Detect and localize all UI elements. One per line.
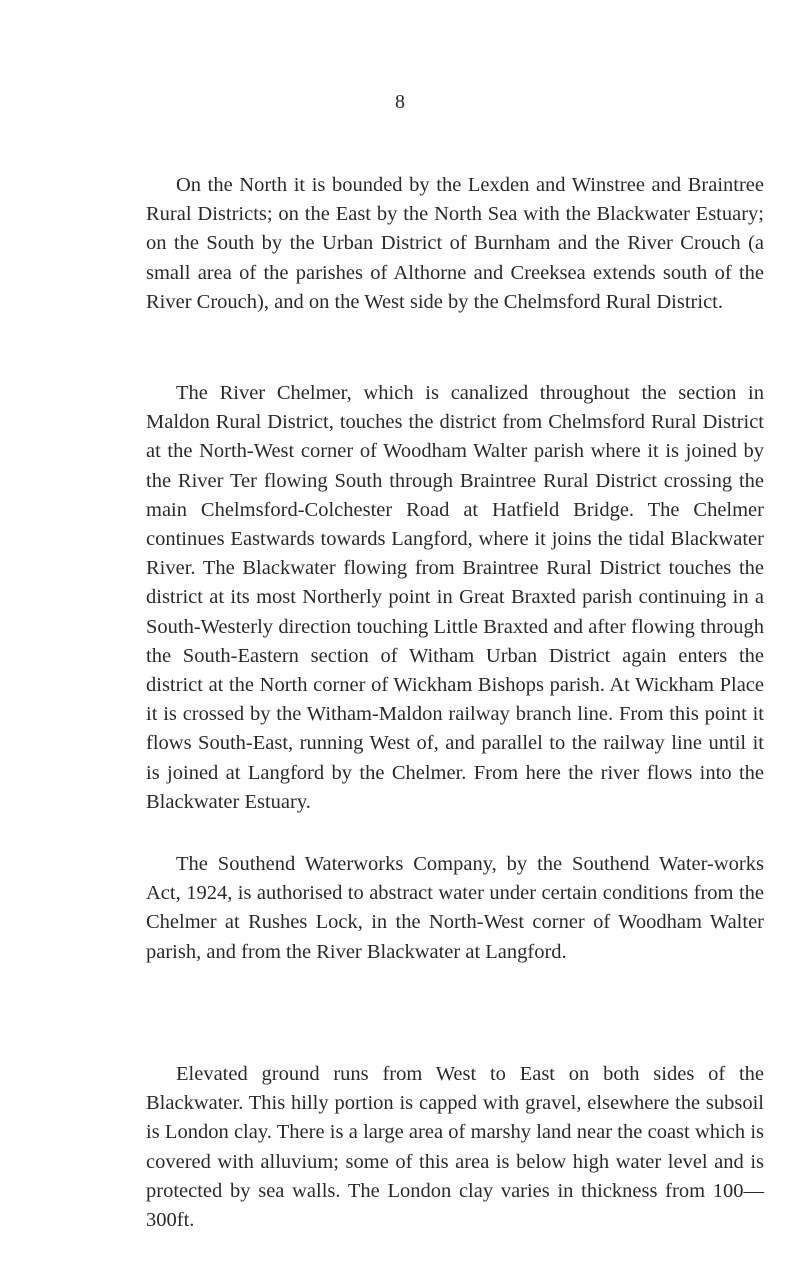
paragraph-waterworks: The Southend Waterworks Company, by the Southend Water-works Act, 1924, is authorised to abstract water under certain conditions from the Chelmer at Rushes Lock, in the North-West corner of Woodham Walter parish, and from the River Blackwater at Langford.: [146, 853, 764, 963]
paragraph-rivers: The River Chelmer, which is canalized throughout the section in Maldon Rural District, touches the district from Chelmsford Rural District at the North-West corner of Woodham Walter parish where it is joined by the River Ter flowing South through Braintree Rural District crossing the main Chelmsford-Colchester Road at Hatfield Bridge. The Chelmer continues Eastwards towards Langford, where it joins the tidal Blackwater River. The Blackwater flowing from Braintree Rural District touches the district at its most Northerly point in Great Braxted parish continuing in a South-Westerly direction touching Little Braxted and after flowing through the South-Eastern section of Witham Urban District again enters the district at the North corner of Wickham Bishops parish. At Wickham Place it is crossed by the Witham-Maldon railway branch line. From this point it flows South-East, running West of, and parallel to the railway line until it is joined at Langford by the Chelmer. From here the river flows into the Blackwater Estuary.: [146, 382, 764, 813]
page-number: 8: [395, 91, 405, 113]
paragraph-boundaries: On the North it is bounded by the Lexden and Winstree and Braintree Rural Districts; on the East by the North Sea with the Blackwater Estuary; on the South by the Urban District of Burnham and the River Crouch (a small area of the parishes of Althorne and Creeksea extends south of the River Crouch), and on the West side by the Chelmsford Rural District.: [146, 174, 764, 313]
paragraph-geology: Elevated ground runs from West to East on both sides of the Blackwater. This hilly portion is capped with gravel, elsewhere the subsoil is London clay. There is a large area of marshy land near the coast which is covered with alluvium; some of this area is below high water level and is protected by sea walls. The London clay varies in thickness from 100—300ft.: [146, 1063, 764, 1232]
